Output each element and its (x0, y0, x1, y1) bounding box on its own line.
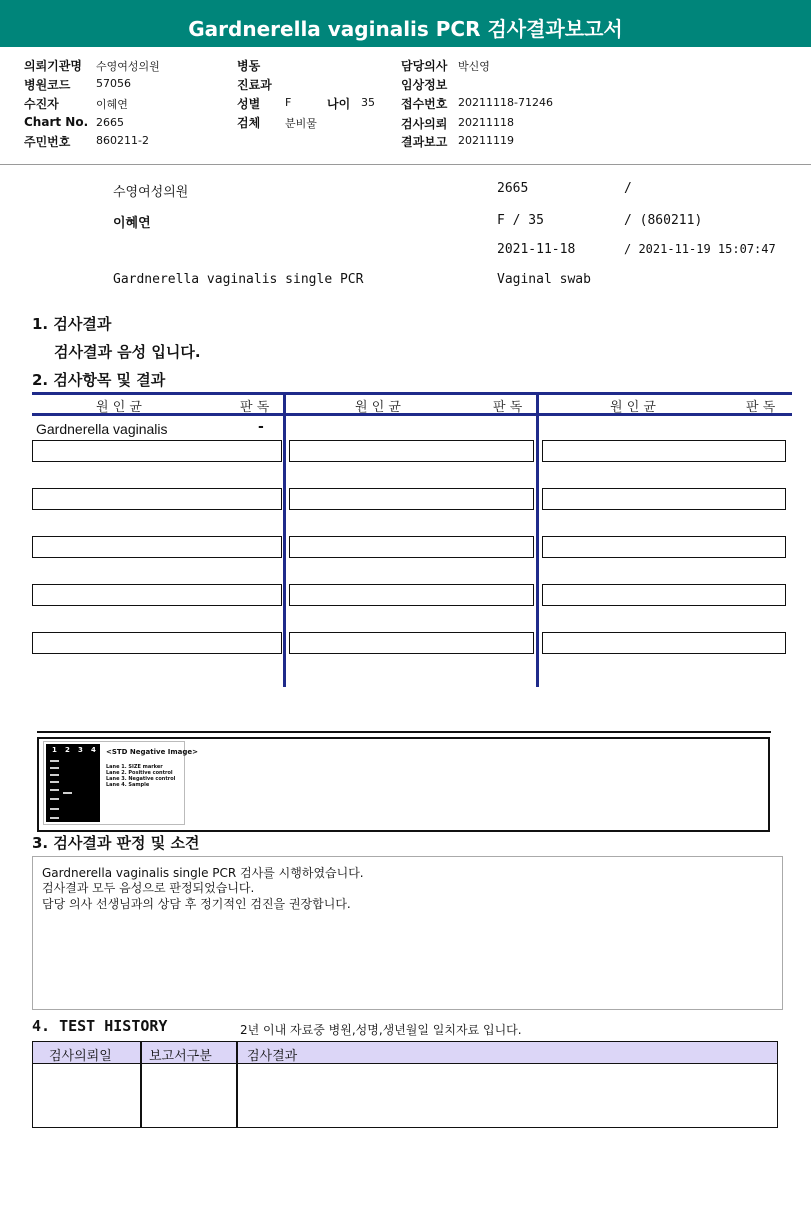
col-judgement-2: 판 독 (493, 400, 523, 415)
col-judgement-1: 판 독 (240, 400, 270, 415)
result-row-box (289, 488, 534, 510)
patient-label: 수진자 (24, 97, 59, 111)
patient-value: 이혜연 (96, 98, 128, 111)
history-divider-2 (236, 1042, 238, 1127)
history-col-request-date: 검사의뢰일 (49, 1049, 112, 1064)
resident-no-label: 주민번호 (24, 135, 71, 149)
result-row-box (289, 440, 534, 462)
table-top-rule (32, 392, 792, 395)
history-table (32, 1041, 778, 1128)
section2-title: 2. 검사항목 및 결과 (32, 371, 166, 389)
col-organism-3: 원 인 균 (610, 400, 656, 415)
result-row-box (542, 536, 786, 558)
result-organism: Gardnerella vaginalis (36, 421, 168, 437)
info-slash: / (624, 181, 632, 196)
result-row-box (289, 536, 534, 558)
report-date-label: 결과보고 (401, 135, 448, 149)
col-judgement-3: 판 독 (746, 400, 776, 415)
info-chart: 2665 (497, 181, 529, 196)
history-col-result: 검사결과 (247, 1049, 298, 1064)
result-value: - (258, 419, 264, 435)
result-row-box (32, 488, 282, 510)
history-note: 2년 이내 자료중 병원,성명,생년월일 일치자료 입니다. (240, 1023, 522, 1037)
opinion-line-3: 담당 의사 선생님과의 상담 후 정기적인 검진을 권장합니다. (42, 897, 351, 911)
history-header-row (33, 1042, 777, 1064)
info-patient: 이혜연 (113, 216, 151, 231)
receipt-no-value: 20211118-71246 (458, 96, 553, 109)
resident-no-value: 860211-2 (96, 134, 149, 147)
doctor-value: 박신영 (458, 60, 490, 73)
report-title: Gardnerella vaginalis PCR 검사결과보고서 (0, 0, 811, 47)
lane-4-number: 4 (91, 746, 96, 754)
request-date-label: 검사의뢰 (401, 117, 448, 131)
info-birth: / (860211) (624, 213, 703, 228)
lane-1-number: 1 (52, 746, 57, 754)
result-row-box (289, 632, 534, 654)
gel-legend-1: Lane 1. SIZE marker (106, 764, 163, 770)
result-row-box (32, 632, 282, 654)
header-separator (0, 164, 811, 165)
gel-legend-4: Lane 4. Sample (106, 782, 150, 788)
table-divider-2 (536, 392, 539, 687)
hospital-code-label: 병원코드 (24, 78, 71, 92)
lane-2-number: 2 (65, 746, 70, 754)
specimen-value: 분비물 (285, 117, 317, 130)
gel-title: <STD Negative Image> (106, 748, 199, 756)
hospital-name-label: 의뢰기관명 (24, 59, 82, 73)
col-organism-2: 원 인 균 (355, 400, 401, 415)
age-value: 35 (361, 96, 375, 109)
history-col-report-type: 보고서구분 (149, 1049, 212, 1064)
sex-value: F (285, 96, 292, 109)
opinion-box (32, 856, 783, 1010)
chart-no-value: 2665 (96, 116, 124, 129)
report-date-value: 20211119 (458, 134, 514, 147)
section1-title: 1. 검사결과 (32, 315, 112, 333)
gel-electrophoresis (46, 744, 100, 822)
result-row-box (32, 440, 282, 462)
table-head-rule (32, 413, 792, 416)
section4-title: 4. TEST HISTORY (32, 1017, 168, 1035)
gel-legend-2: Lane 2. Positive control (106, 770, 173, 776)
col-organism-1: 원 인 균 (96, 400, 142, 415)
request-date-value: 20211118 (458, 116, 514, 129)
history-divider-1 (140, 1042, 142, 1127)
result-row-box (32, 584, 282, 606)
sex-label: 성별 (237, 97, 261, 111)
gel-legend-3: Lane 3. Negative control (106, 776, 176, 782)
result-row-box (542, 440, 786, 462)
hospital-name-value: 수영여성의원 (96, 60, 160, 73)
table-divider-1 (283, 392, 286, 687)
result-row-box (289, 584, 534, 606)
gel-image (43, 741, 199, 825)
info-hospital: 수영여성의원 (113, 185, 189, 200)
hospital-code-value: 57056 (96, 77, 131, 90)
ward-label: 병동 (237, 59, 261, 73)
age-label: 나이 (327, 97, 351, 111)
lane-3-number: 3 (78, 746, 83, 754)
doctor-label: 담당의사 (401, 59, 448, 73)
section3-title: 3. 검사결과 판정 및 소견 (32, 834, 200, 852)
info-sex-age: F / 35 (497, 213, 544, 228)
info-specimen: Vaginal swab (497, 272, 591, 287)
result-row-box (542, 488, 786, 510)
result-row-box (32, 536, 282, 558)
info-received: 2021-11-18 (497, 242, 576, 257)
chart-no-label: Chart No. (24, 115, 89, 129)
department-label: 진료과 (237, 78, 272, 92)
opinion-line-1: Gardnerella vaginalis single PCR 검사를 시행하였습니다. (42, 866, 364, 880)
receipt-no-label: 접수번호 (401, 97, 448, 111)
result-row-box (542, 632, 786, 654)
result-row-box (542, 584, 786, 606)
section1-summary: 검사결과 음성 입니다. (54, 343, 201, 361)
info-reported: / 2021-11-19 15:07:47 (624, 242, 776, 256)
clinical-info-label: 임상정보 (401, 78, 448, 92)
specimen-label: 검체 (237, 116, 261, 130)
gel-section-rule (37, 731, 771, 733)
opinion-line-2: 검사결과 모두 음성으로 판정되었습니다. (42, 881, 255, 895)
info-test: Gardnerella vaginalis single PCR (113, 272, 364, 287)
